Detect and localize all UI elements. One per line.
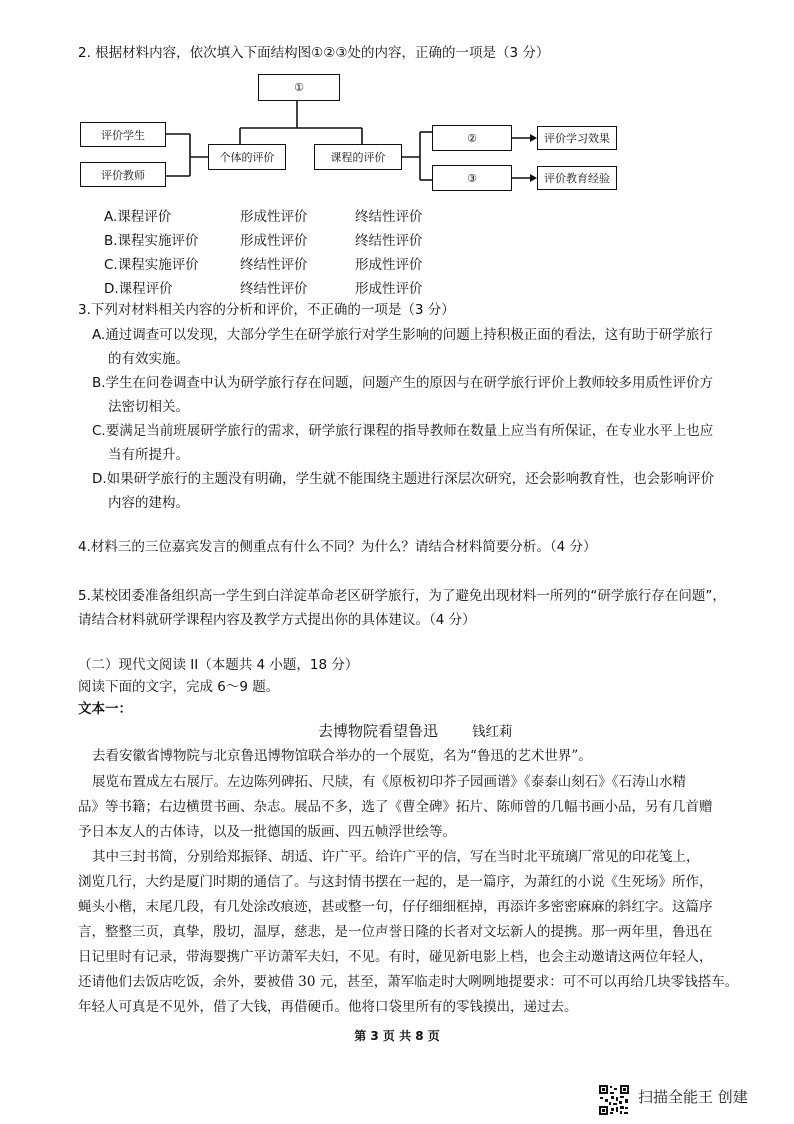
scanner-watermark: 扫描全能王 创建 <box>638 1088 748 1106</box>
q2-option-b-1: B.课程实施评价 <box>104 233 199 249</box>
essay-line-6: 浏览几行，大约是厦门时期的通信了。与这封情书摆在一起的，是一篇序，为萧红的小说《生死场》所作， <box>78 874 713 890</box>
q2-option-b-3: 终结性评价 <box>355 233 423 249</box>
essay-author: 钱红莉 <box>472 724 513 740</box>
q2-option-d-3: 形成性评价 <box>355 281 423 297</box>
essay-title: 去博物院看望鲁迅 <box>318 722 439 740</box>
q3-line-3: B.学生在问卷调查中认为研学旅行存在问题，问题产生的原因与在研学旅行评价上教师较多用质性评价方 <box>92 375 714 391</box>
essay-line-2: 展览布置成左右展厅。左边陈列碑拓、尺牍，有《原板初印芥子园画谱》《泰泰山刻石》《石涛山水精 <box>92 774 686 790</box>
diagram-box-individual: 个体的评价 <box>208 144 286 170</box>
essay-line-9: 日记里时有记录，带海婴携广平访萧军夫妇，不见。有时，碰见新电影上档，也会主动邀请这两位年轻人， <box>78 949 713 965</box>
qr-code-icon <box>598 1084 630 1116</box>
q2-stem: 2. 根据材料内容，依次填入下面结构图①②③处的内容，正确的一项是（3 分） <box>78 45 550 61</box>
diagram-box-2: ② <box>432 125 512 151</box>
page-footer: 第 3 页 共 8 页 <box>354 1029 440 1043</box>
section2-heading: （二）现代文阅读 II（本题共 4 小题，18 分） <box>78 657 359 673</box>
essay-paragraph-1: 去看安徽省博物院与北京鲁迅博物馆联合举办的一个展览，名为“鲁迅的艺术世界”。 <box>92 748 592 764</box>
diagram-box-student: 评价学生 <box>80 122 166 147</box>
q2-option-a-1: A.课程评价 <box>104 209 172 225</box>
q2-option-a-3: 终结性评价 <box>355 209 423 225</box>
diagram-box-effect: 评价学习效果 <box>537 126 617 150</box>
q2-option-c-1: C.课程实施评价 <box>104 257 199 273</box>
section2-instruction: 阅读下面的文字，完成 6～9 题。 <box>78 679 280 695</box>
q5-line-1: 5.某校团委准备组织高一学生到白洋淀革命老区研学旅行，为了避免出现材料一所列的“研学旅行存在问题”， <box>78 588 726 604</box>
q3-line-6: 当有所提升。 <box>108 447 189 463</box>
q3-line-2: 的有效实施。 <box>108 351 189 367</box>
diagram-box-teacher: 评价教师 <box>80 162 166 187</box>
q5-line-2: 请结合材料就研学课程内容及教学方式提出你的具体建议。（4 分） <box>78 612 476 628</box>
q3-line-7: D.如果研学旅行的主题没有明确，学生就不能围绕主题进行深层次研究，还会影响教育性，也会影响评价 <box>92 471 715 487</box>
diagram-box-experience: 评价教育经验 <box>537 166 617 190</box>
essay-line-4: 予日本友人的古体诗，以及一批德国的版画、四五帧浮世绘等。 <box>78 824 456 840</box>
q4-stem: 4.材料三的三位嘉宾发言的侧重点有什么不同？为什么？请结合材料简要分析。（4 分） <box>78 539 597 555</box>
q2-option-b-2: 形成性评价 <box>240 233 308 249</box>
essay-line-7: 蝇头小楷，末尾几段，有几处涂改痕迹，甚或整一句，仔仔细细框掉，再添许多密密麻麻的斜红字。这篇序 <box>78 899 713 915</box>
diagram-box-course: 课程的评价 <box>314 144 402 170</box>
essay-line-8: 言，整整三页，真挚，殷切，温厚，慈悲，是一位声誉日隆的长者对文坛新人的提携。那一两年里，鲁迅在 <box>78 924 713 940</box>
essay-line-5: 其中三封书简，分别给郑振铎、胡适、许广平。给许广平的信，写在当时北平琉璃厂常见的印花笺上， <box>92 849 700 865</box>
q3-line-4: 法密切相关。 <box>108 399 189 415</box>
q2-option-d-2: 终结性评价 <box>240 281 308 297</box>
q2-option-d-1: D.课程评价 <box>104 281 173 297</box>
q2-option-c-2: 终结性评价 <box>240 257 308 273</box>
q3-line-5: C.要满足当前班展研学旅行的需求，研学旅行课程的指导教师在数量上应当有所保证，在专业水平上也应 <box>92 423 714 439</box>
q3-line-1: A.通过调查可以发现，大部分学生在研学旅行对学生影响的问题上持积极正面的看法，这有助于研学旅行 <box>92 327 713 343</box>
q3-stem: 3.下列对材料相关内容的分析和评价，不正确的一项是（3 分） <box>78 302 455 318</box>
diagram-box-1: ① <box>258 74 340 101</box>
q2-option-a-2: 形成性评价 <box>240 209 308 225</box>
diagram-box-3: ③ <box>432 165 512 191</box>
text-label: 文本一： <box>78 701 132 717</box>
q2-option-c-3: 形成性评价 <box>355 257 423 273</box>
essay-line-10: 还请他们去饭店吃饭，余外，要被借 30 元，甚至，萧军临走时大咧咧地提要求：可不可以再给几块零钱搭车。 <box>78 974 739 990</box>
essay-line-11: 年轻人可真是不见外，借了大钱，再借硬币。他将口袋里所有的零钱摸出，递过去。 <box>78 999 578 1015</box>
essay-line-3: 品》等书籍；右边横贯书画、杂志。展品不多，选了《曹全碑》拓片、陈师曾的几幅书画小品，另有几首赠 <box>78 799 713 815</box>
q3-line-8: 内容的建构。 <box>108 495 189 511</box>
